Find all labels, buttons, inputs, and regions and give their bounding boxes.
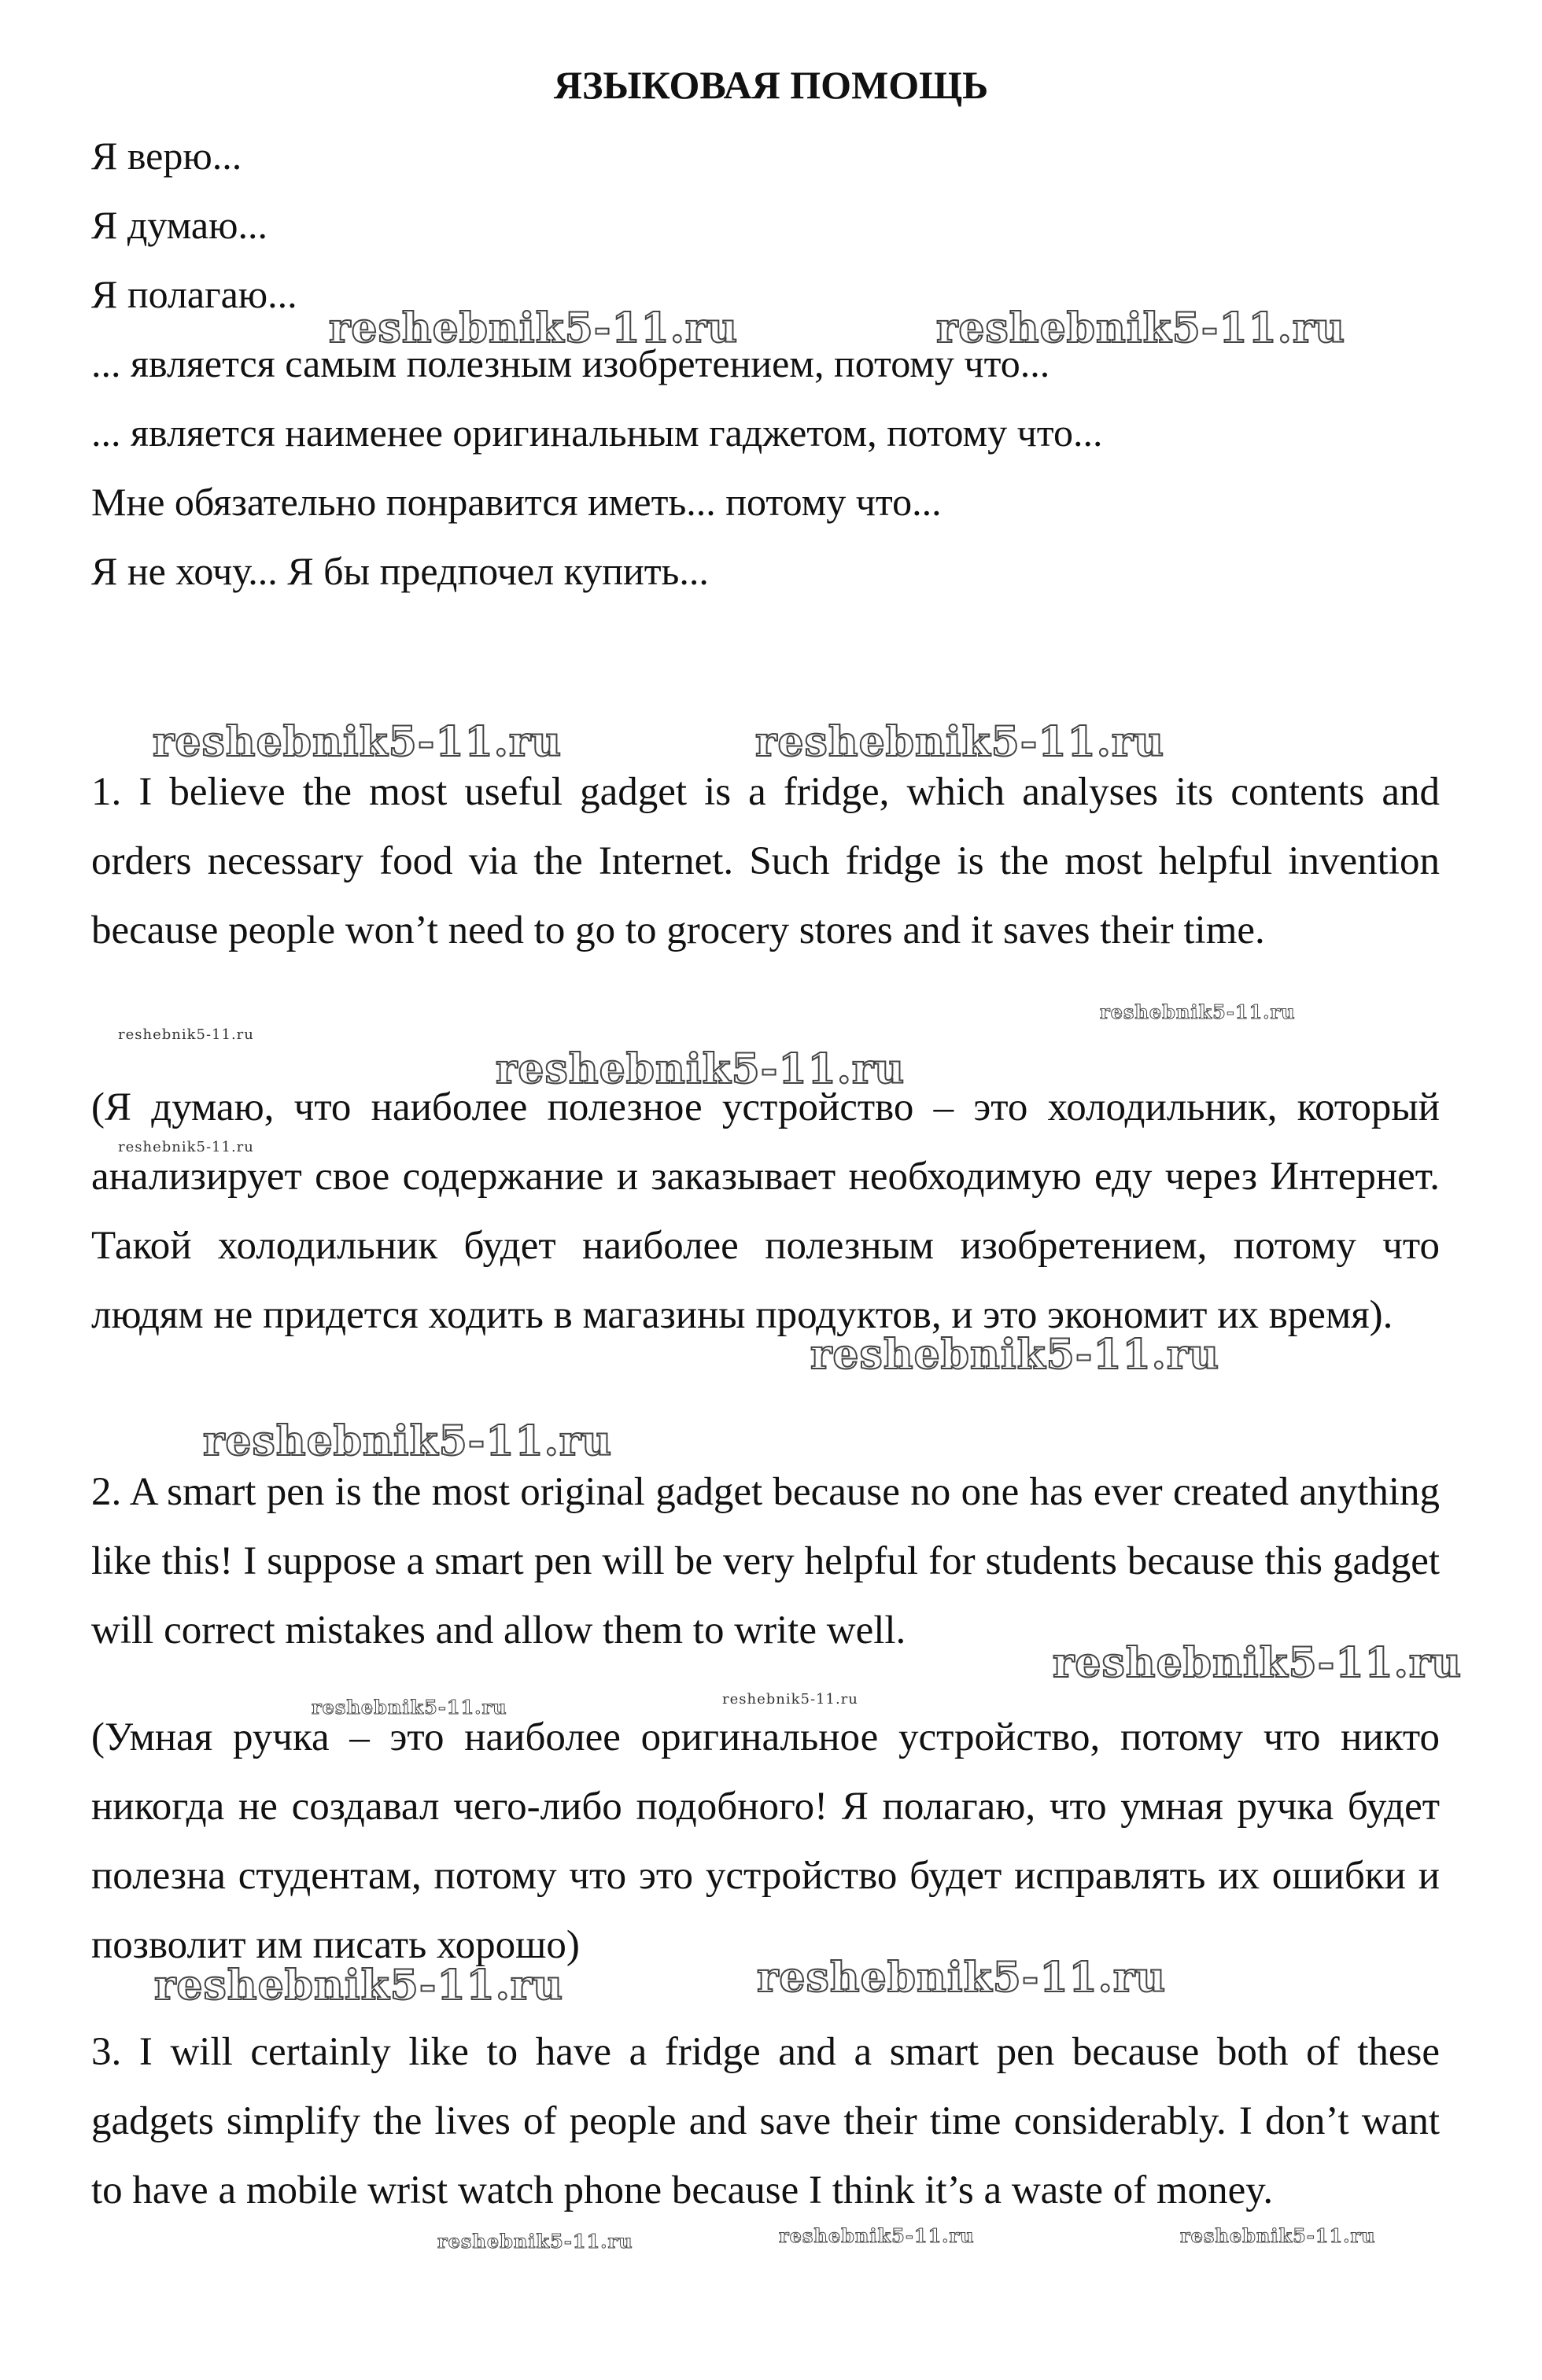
watermark: reshebnik5-11.ru (936, 304, 1346, 352)
phrase-line: Я думаю... (91, 203, 267, 247)
answer-3-english: 3. I will certainly like to have a fridge and a smart pen because both of these gadgets simplify the lives of people and save their time considerably. I don’t want to have a mobile wrist watch phone because I think it’s a waste of money. (91, 2030, 1440, 2212)
phrase-line: ... является самым полезным изобретением, потому что... (91, 341, 1050, 385)
watermark: reshebnik5-11.ru (1100, 1000, 1296, 1023)
answer-1-english: 1. I believe the most useful gadget is a fridge, which analyses its contents and orders necessary food via the Internet. Such fridge is the most helpful invention because people won’t need to go to grocery stores and it saves their time. (91, 770, 1440, 952)
watermark: reshebnik5-11.ru (757, 1954, 1167, 2002)
phrase-line: Я полагаю... (91, 272, 297, 316)
watermark: reshebnik5-11.ru (496, 1045, 906, 1093)
answer-1-russian: (Я думаю, что наиболее полезное устройство – это холодильник, который анализирует свое содержание и заказывает необходимую еду через Интернет. Такой холодильник будет наиболее полезным изобретением, потому что людям не придется ходить в магазины продуктов, и это экономит их время). (91, 1085, 1440, 1337)
watermark: reshebnik5-11.ru (118, 1026, 254, 1043)
phrase-line: ... является наименее оригинальным гаджетом, потому что... (91, 411, 1103, 455)
watermark: reshebnik5-11.ru (118, 1139, 254, 1155)
phrase-line: Мне обязательно понравится иметь... потому что... (91, 480, 942, 524)
watermark: reshebnik5-11.ru (779, 2224, 975, 2247)
watermark: reshebnik5-11.ru (203, 1417, 613, 1465)
answer-2-english: 2. A smart pen is the most original gadget because no one has ever created anything like this! I suppose a smart pen will be very helpful for students because this gadget will correct mistakes and allow them to write well. (91, 1470, 1440, 1652)
watermark: reshebnik5-11.ru (437, 2230, 633, 2253)
page-title: ЯЗЫКОВАЯ ПОМОЩЬ (553, 63, 989, 107)
watermark: reshebnik5-11.ru (1180, 2224, 1376, 2247)
watermark: reshebnik5-11.ru (722, 1691, 858, 1708)
phrase-line: Я верю... (91, 134, 242, 178)
watermark: reshebnik5-11.ru (810, 1331, 1220, 1379)
watermark: reshebnik5-11.ru (312, 1696, 507, 1719)
watermark: reshebnik5-11.ru (1053, 1639, 1463, 1687)
phrase-line: Я не хочу... Я бы предпочел купить... (91, 549, 709, 593)
watermark: reshebnik5-11.ru (755, 718, 1165, 766)
answer-2-russian: (Умная ручка – это наиболее оригинальное устройство, потому что никто никогда не создавал чего-либо подобного! Я полагаю, что умная ручка будет полезна студентам, потому что это устройство будет исправлять их ошибки и позволит им писать хорошо) (91, 1715, 1440, 1967)
watermark: reshebnik5-11.ru (154, 1962, 564, 2010)
watermark: reshebnik5-11.ru (153, 718, 563, 766)
watermark: reshebnik5-11.ru (329, 304, 739, 352)
